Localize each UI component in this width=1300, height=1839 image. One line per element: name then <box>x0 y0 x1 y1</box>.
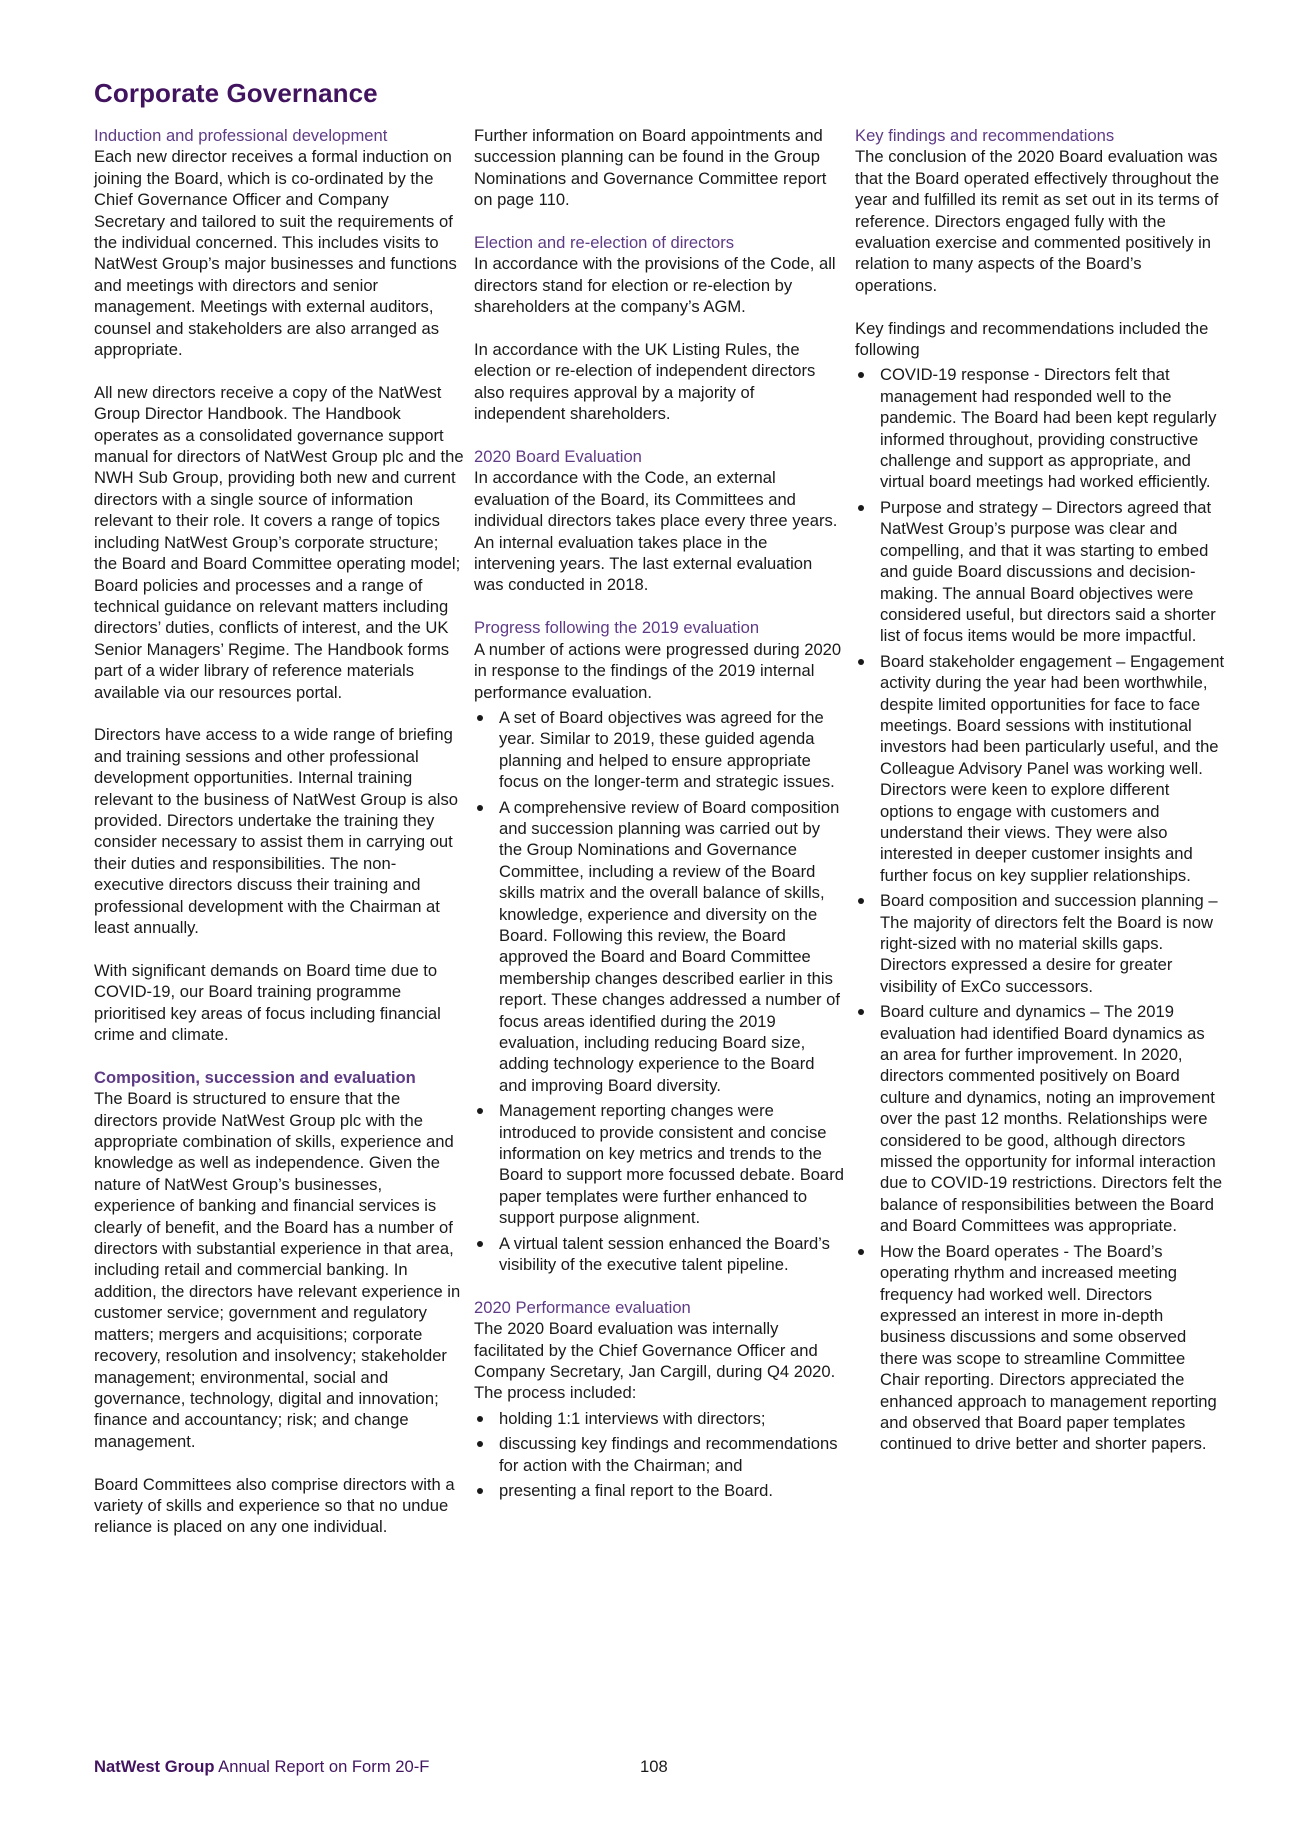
list-item: holding 1:1 interviews with directors; <box>474 1408 844 1429</box>
findings-paragraph-1: The conclusion of the 2020 Board evaluation was that the Board operated effectively throughout the year and fulfilled its remit as set out in its terms of reference. Directors engaged fully with the evaluation exercise and commented positively in relation to many aspects of the Board’s operations. <box>855 147 1220 295</box>
progress-paragraph: A number of actions were progressed during 2020 in response to the findings of the 2019 internal performance evaluation. <box>474 639 842 702</box>
election-paragraph-1: In accordance with the provisions of the Code, all directors stand for election or re-election by shareholders at the company’s AGM. <box>474 254 836 317</box>
appointments-paragraph: Further information on Board appointments and succession planning can be found in the Group Nominations and Governance Committee report on page 110. <box>474 126 827 210</box>
list-item: presenting a final report to the Board. <box>474 1480 844 1501</box>
performance-paragraph: The 2020 Board evaluation was internally facilitated by the Chief Governance Officer and Company Secretary, Jan Cargill, during Q4 2020. The process included: <box>474 1319 836 1403</box>
induction-heading: Induction and professional development <box>94 126 388 145</box>
composition-heading: Composition, succession and evaluation <box>94 1067 416 1087</box>
progress-list <box>474 707 844 1276</box>
list-item: Board culture and dynamics – The 2019 evaluation had identified Board dynamics as an area for further improvement. In 2020, directors commented positively on Board culture and dynamics, noting an improvement over the past 12 months. Relationships were considered to be good, although directors missed the opportunity for informal interaction due to COVID-19 restrictions. Directors felt the balance of responsibilities between the Board and Board Committees was appropriate. <box>855 1001 1225 1236</box>
induction-paragraph-1: Each new director receives a formal induction on joining the Board, which is co-ordinated by the Chief Governance Officer and Company Secretary and tailored to suit the requirements of the individual concerned. This includes visits to NatWest Group’s major businesses and functions and meetings with directors and senior management. Meetings with external auditors, counsel and stakeholders are also arranged as appropriate. <box>94 147 457 360</box>
list-item: A virtual talent session enhanced the Board’s visibility of the executive talent pipeline. <box>474 1233 844 1276</box>
findings-list <box>855 364 1225 1454</box>
evaluation-heading: 2020 Board Evaluation <box>474 447 642 467</box>
findings-paragraph-2: Key findings and recommendations included the following <box>855 318 1209 360</box>
list-item: Management reporting changes were introduced to provide consistent and concise information on key metrics and trends to the Board to support more focussed debate. Board paper templates were further enhanced to support purpose alignment. <box>474 1100 844 1228</box>
list-item: How the Board operates - The Board’s operating rhythm and increased meeting frequency had worked well. Directors expressed an interest in more in-depth business discussions and some observed there was scope to streamline Committee Chair reporting. Directors appreciated the enhanced approach to management reporting and observed that Board paper templates continued to drive better and shorter papers. <box>855 1241 1225 1455</box>
footer-brand: NatWest Group <box>94 1757 215 1776</box>
induction-paragraph-2: All new directors receive a copy of the NatWest Group Director Handbook. The Handbook operates as a consolidated governance support manual for directors of NatWest Group plc and the NWH Sub Group, providing both new and current directors with a single source of information relevant to their role. It covers a range of topics including NatWest Group’s corporate structure; the Board and Board Committee operating model; Board policies and processes and a range of technical guidance on relevant matters including directors’ duties, conflicts of interest, and the UK Senior Managers’ Regime. The Handbook forms part of a wider library of reference materials available via our resources portal. <box>94 382 464 702</box>
list-item: Board composition and succession planning – The majority of directors felt the Board is now right-sized with no material skills gaps. Directors expressed a desire for greater visibility of ExCo successors. <box>855 890 1225 997</box>
induction-paragraph-3: Directors have access to a wide range of briefing and training sessions and other professional development opportunities. Internal training relevant to the business of NatWest Group is also provided. Directors undertake the training they consider necessary to assist them in carrying out their duties and responsibilities. The non-executive directors discuss their training and professional development with the Chairman at least annually. <box>94 725 459 937</box>
page-number: 108 <box>640 1757 668 1776</box>
page-title: Corporate Governance <box>94 78 378 108</box>
list-item: Board stakeholder engagement – Engagement activity during the year had been worthwhile, despite limited opportunities for face to face meetings. Board sessions with institutional investors had been particularly useful, and the Colleague Advisory Panel was working well. Directors were keen to explore different options to engage with customers and understand their views. They were also interested in deeper customer insights and further focus on key supplier relationships. <box>855 651 1225 886</box>
composition-paragraph-2: Board Committees also comprise directors with a variety of skills and experience so that no undue reliance is placed on any one individual. <box>94 1474 455 1537</box>
list-item: discussing key findings and recommendations for action with the Chairman; and <box>474 1433 844 1476</box>
footer-report-title <box>94 1757 429 1777</box>
column-left <box>94 125 464 1559</box>
list-item: Purpose and strategy – Directors agreed that NatWest Group’s purpose was clear and compelling, and that it was starting to embed and guide Board discussions and decision-making. The annual Board objectives were considered useful, but directors said a shorter list of focus items would be more impactful. <box>855 497 1225 647</box>
footer-report: Annual Report on Form 20-F <box>214 1757 430 1776</box>
progress-heading: Progress following the 2019 evaluation <box>474 618 760 638</box>
election-paragraph-2: In accordance with the UK Listing Rules, the election or re-election of independent directors also requires approval by a majority of independent shareholders. <box>474 340 816 424</box>
list-item: COVID-19 response - Directors felt that management had responded well to the pandemic. The Board had been kept regularly informed throughout, providing constructive challenge and support as appropriate, and virtual board meetings had worked efficiently. <box>855 364 1225 492</box>
findings-heading: Key findings and recommendations <box>855 126 1115 145</box>
composition-paragraph-1: The Board is structured to ensure that the directors provide NatWest Group plc with the appropriate combination of skills, experience and knowledge as well as independence. Given the nature of NatWest Group’s businesses, experience of banking and financial services is clearly of benefit, and the Board has a number of directors with substantial experience in that area, including retail and commercial banking. In addition, the directors have relevant experience in customer service; government and regulatory matters; mergers and acquisitions; corporate recovery, resolution and insolvency; stakeholder management; environmental, social and governance, technology, digital and innovation; finance and accountancy; risk; and change management. <box>94 1089 461 1451</box>
performance-list <box>474 1408 844 1502</box>
column-middle <box>474 125 844 1523</box>
list-item: A set of Board objectives was agreed for the year. Similar to 2019, these guided agenda planning and helped to ensure appropriate focus on the longer-term and strategic issues. <box>474 707 844 793</box>
induction-paragraph-4: With significant demands on Board time due to COVID-19, our Board training programme prioritised key areas of focus including financial crime and climate. <box>94 960 441 1045</box>
column-right <box>855 125 1225 1476</box>
evaluation-paragraph: In accordance with the Code, an external evaluation of the Board, its Committees and individual directors takes place every three years. An internal evaluation takes place in the intervening years. The last external evaluation was conducted in 2018. <box>474 468 838 595</box>
list-item: A comprehensive review of Board composition and succession planning was carried out by the Group Nominations and Governance Committee, including a review of the Board skills matrix and the overall balance of skills, knowledge, experience and diversity on the Board. Following this review, the Board approved the Board and Board Committee membership changes described earlier in this report. These changes addressed a number of focus areas identified during the 2019 evaluation, including reducing Board size, adding technology experience to the Board and improving Board diversity. <box>474 797 844 1097</box>
election-heading: Election and re-election of directors <box>474 233 735 253</box>
performance-heading: 2020 Performance evaluation <box>474 1297 691 1317</box>
